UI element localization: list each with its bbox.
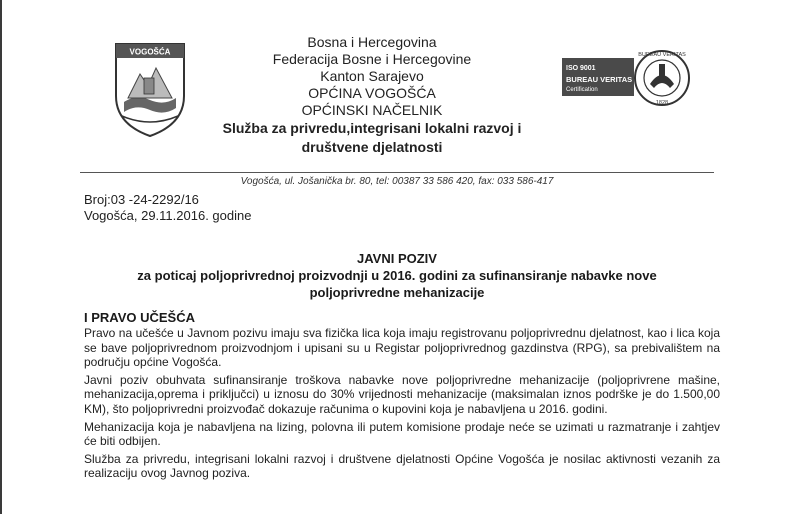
contact-info: Vogošća, ul. Jošanička br. 80, tel: 00387 33 586 420, fax: 033 586-417 [240, 176, 554, 187]
header-country: Bosna i Hercegovina [307, 34, 437, 50]
page-edge [0, 0, 2, 514]
header-department-line1: Služba za privredu,integrisani lokalni razvoj i [222, 120, 522, 136]
cert-sub: Certification [566, 87, 598, 93]
title-subtitle-line1: za poticaj poljoprivrednoj proizvodnji u 2016. godini za sufinansiranje nabavke nove [137, 268, 657, 283]
letterhead [180, 34, 564, 157]
header-mayor: OPĆINSKI NAČELNIK [301, 102, 443, 118]
paragraph-exclusions: Mehanizacija koja je nabavljena na lizing, polovna ili putem komisione prodaje neće se uzimati u razmatranje i zahtjev će biti odbijen. [84, 419, 720, 449]
section-heading: I PRAVO UČEŠĆA [84, 310, 195, 325]
header-federation: Federacija Bosne i Hercegovine [272, 51, 472, 67]
reference-date: Vogošća, 29.11.2016. godine [84, 208, 252, 223]
reference-number: Broj:03 -24-2292/16 [84, 192, 199, 207]
cert-year: 1828 [655, 100, 669, 106]
paragraph-coverage: Javni poziv obuhvata sufinansiranje troškova nabavke nove poljoprivredne mehanizacije (poljoprivrene mašine, mehanizacija,oprema i priključci) u iznosu do 30% vrijednosti mehanizacije (maksimalan iznos podrške je do 1.500,00 KM), što poljoprivredni proizvođač dokazuje računima o kupovini koja je nabavljena u 2016. godini. [84, 372, 720, 416]
cert-ring-text: BUREAU VERITAS [638, 52, 686, 58]
title-main: JAVNI POZIV [357, 251, 437, 266]
header-municipality: OPĆINA VOGOŠĆA [308, 85, 436, 101]
bureau-veritas-icon [562, 44, 692, 114]
reference-block [84, 192, 251, 224]
municipality-crest-icon [110, 38, 190, 138]
paragraph-eligibility: Pravo na učešće u Javnom pozivu imaju sva fizička lica koja imaju registrovanu poljoprivrednu djelatnost, kao i lica koja se bave poljoprivrednom proizvodnjom i upisani su u Registar poljoprivrednog gazdinstva (RPG), sa prebivalištem na području općine Vogošća. [84, 326, 720, 370]
crest-label: VOGOŠĆA [129, 47, 171, 57]
title-subtitle-line2: poljoprivredne mehanizacije [309, 285, 485, 300]
cert-brand: BUREAU VERITAS [566, 75, 633, 84]
header-department-line2: društvene djelatnosti [301, 139, 443, 155]
contact-divider [80, 172, 714, 173]
document-title [90, 250, 704, 301]
cert-iso: ISO 9001 [566, 65, 596, 72]
paragraph-responsibility: Služba za privredu, integrisani lokalni razvoj i društvene djelatnosti Općine Vogošća je nosilac aktivnosti vezanih za realizaciju ovog Javnog poziva. [84, 451, 720, 481]
header-canton: Kanton Sarajevo [320, 68, 424, 84]
section-body [84, 326, 720, 484]
